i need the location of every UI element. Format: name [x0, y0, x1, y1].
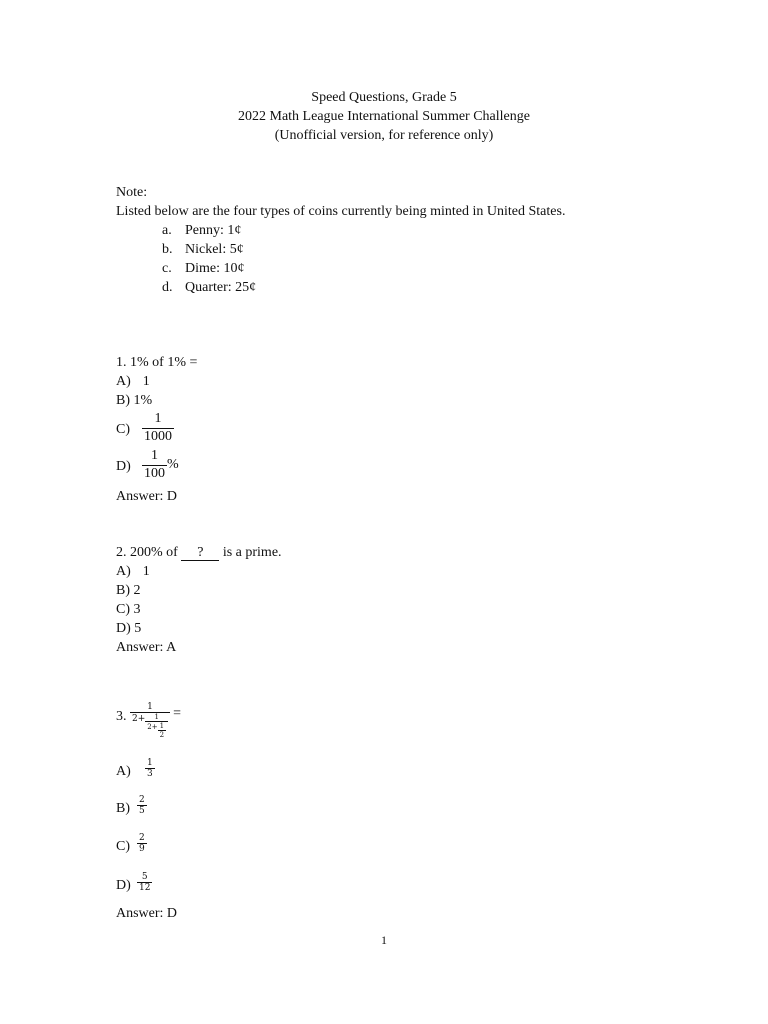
inner-denominator-lead: 2+	[147, 723, 158, 731]
inner-denominator	[145, 721, 168, 739]
question-2-text	[116, 543, 282, 562]
q3-option-b-label: B)	[116, 801, 130, 816]
note-label: Note:	[116, 185, 148, 200]
option-label: A)	[116, 564, 131, 579]
question-3-prefix: 3.	[116, 709, 127, 724]
q2-option-a	[116, 562, 150, 581]
q2-option-b: B) 2	[116, 583, 141, 598]
option-value: 1	[142, 374, 150, 389]
q2-option-c: C) 3	[116, 602, 141, 617]
doc-disclaimer: (Unofficial version, for reference only)	[274, 128, 494, 143]
inner-numerator: 1	[154, 713, 159, 721]
fraction-numerator: 1	[154, 411, 162, 426]
q2-option-d: D) 5	[116, 621, 142, 636]
list-item: Dime: 10¢	[185, 261, 245, 276]
note-intro: Listed below are the four types of coins currently being minted in United States.	[116, 204, 566, 219]
fraction-numerator: 1	[151, 448, 158, 463]
equals-sign: =	[173, 706, 181, 721]
denominator-lead: 2+	[132, 714, 146, 724]
fraction-denominator: 12	[139, 883, 151, 893]
q1-answer: Answer: D	[116, 489, 178, 504]
doc-title: Speed Questions, Grade 5	[311, 90, 457, 105]
fraction-numerator: 1	[147, 758, 153, 768]
question-suffix: is a prime.	[222, 545, 282, 560]
innermost-denominator: 2	[159, 731, 165, 739]
option-value: 1	[142, 564, 150, 579]
question-prefix: 2. 200% of	[116, 545, 178, 560]
q3-option-d-fraction	[137, 873, 152, 893]
fraction-numerator: 1	[147, 702, 153, 712]
q3-option-c-fraction	[137, 834, 147, 854]
q1-option-a	[116, 372, 150, 391]
page-number: 1	[381, 933, 387, 947]
list-item: Nickel: 5¢	[185, 242, 244, 257]
q3-option-a-label: A)	[116, 764, 131, 779]
fraction-denominator: 100	[144, 466, 165, 481]
q1-option-d-label: D)	[116, 459, 131, 474]
fraction-denominator: 5	[139, 806, 145, 816]
innermost-numerator: 1	[159, 722, 165, 730]
q3-option-d-label: D)	[116, 878, 131, 893]
q3-option-c-label: C)	[116, 839, 130, 854]
fraction-denominator: 3	[147, 769, 153, 779]
fraction-denominator	[130, 712, 170, 739]
q1-option-c-label: C)	[116, 422, 130, 437]
option-label: B)	[116, 393, 130, 408]
fraction-numerator: 2	[139, 795, 145, 805]
list-item: Penny: 1¢	[185, 223, 242, 238]
q3-option-b-fraction	[137, 796, 147, 816]
option-label: A)	[116, 374, 131, 389]
q1-option-b	[116, 391, 152, 410]
percent-sign: %	[167, 457, 179, 472]
q1-option-d-fraction	[142, 449, 179, 481]
option-value: 1%	[133, 393, 153, 408]
q2-answer: Answer: A	[116, 640, 177, 655]
answer-blank: ?	[181, 546, 219, 561]
list-item-marker: a.	[162, 223, 172, 238]
list-item: Quarter: 25¢	[185, 280, 257, 295]
fraction-denominator: 9	[139, 844, 145, 854]
list-item-marker: c.	[162, 261, 172, 276]
q1-option-c-fraction	[142, 412, 174, 444]
doc-subtitle: 2022 Math League International Summer Challenge	[238, 109, 530, 124]
fraction-numerator: 2	[139, 833, 145, 843]
list-item-marker: d.	[162, 280, 173, 295]
q3-answer: Answer: D	[116, 906, 178, 921]
question-1-text: 1. 1% of 1% =	[116, 355, 198, 370]
list-item-marker: b.	[162, 242, 173, 257]
q3-option-a-fraction	[145, 759, 155, 779]
q3-continued-fraction	[130, 703, 181, 739]
fraction-numerator: 5	[141, 872, 148, 882]
fraction-denominator: 1000	[144, 429, 172, 444]
